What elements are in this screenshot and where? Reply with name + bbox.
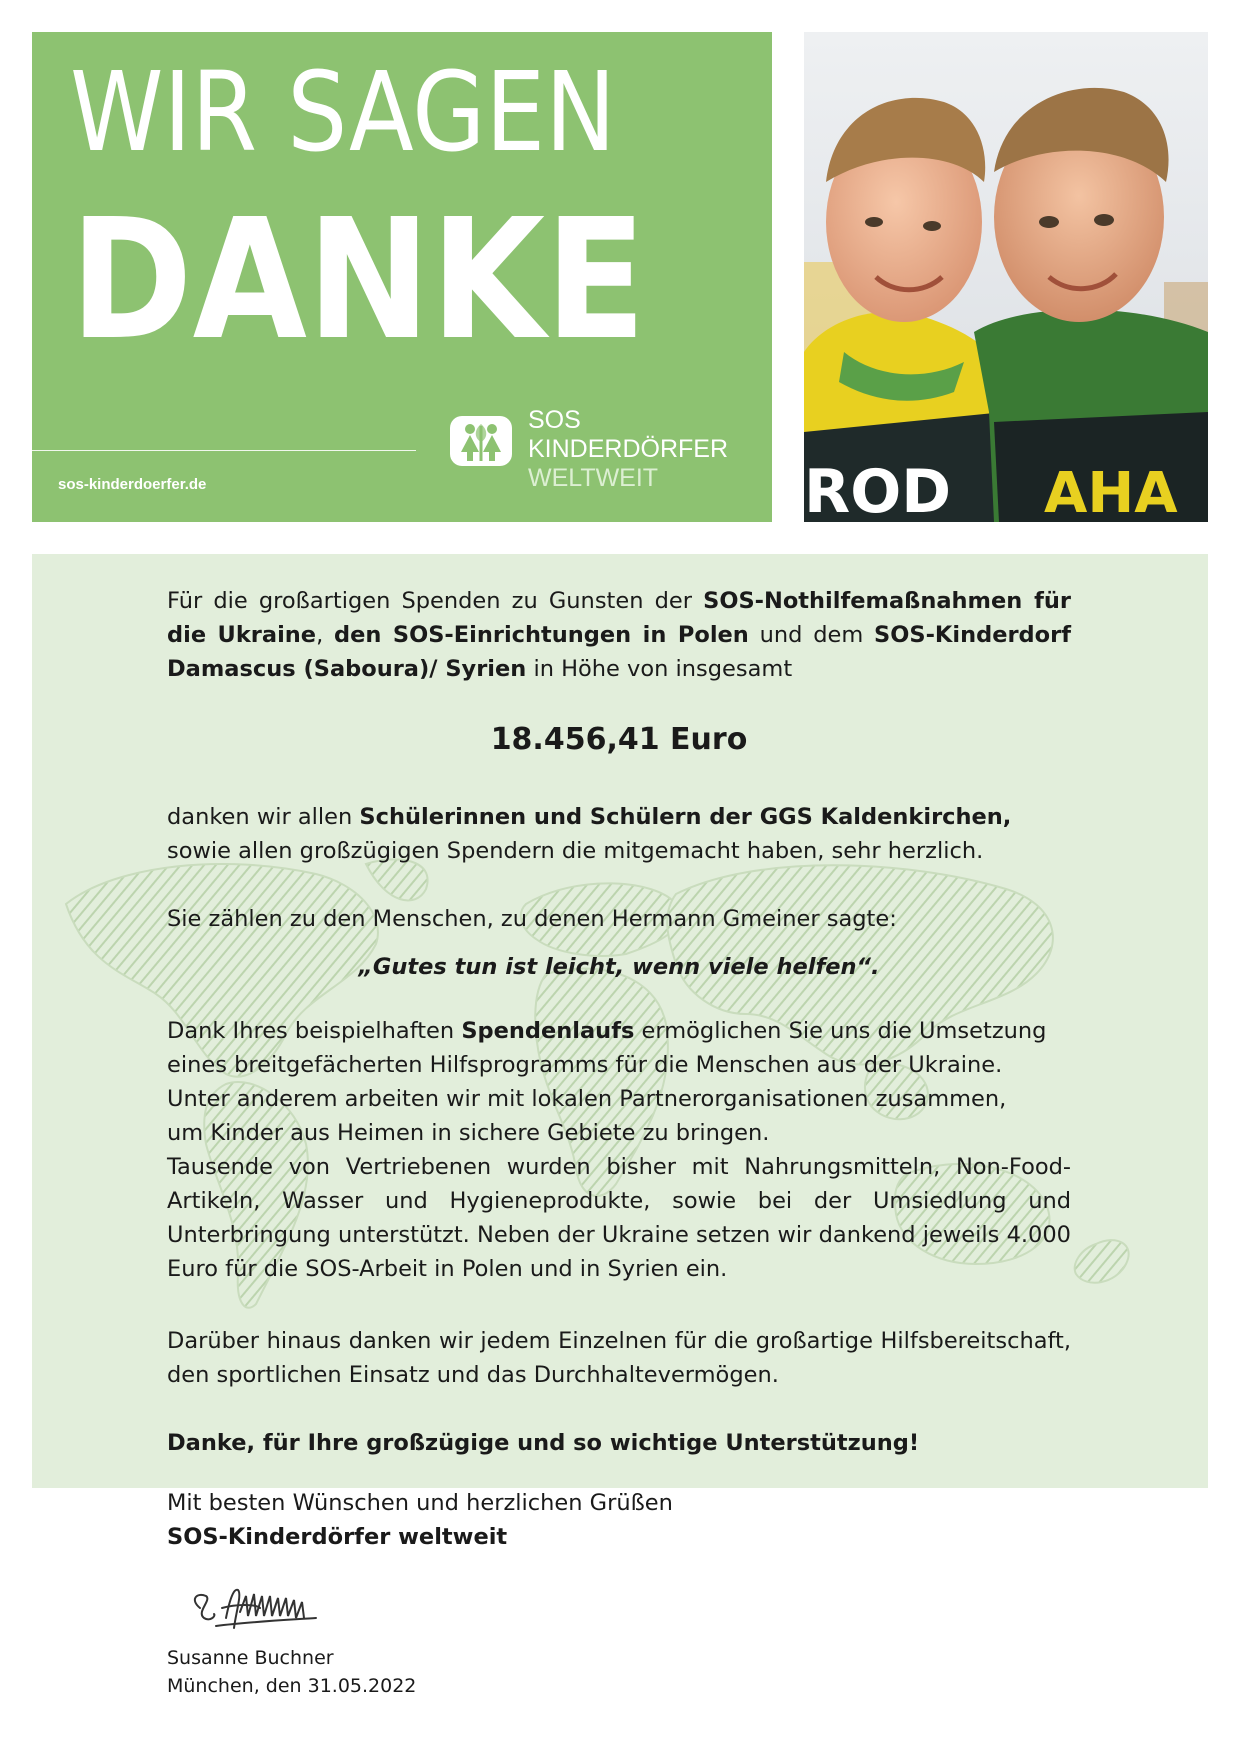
gmeiner-line: Sie zählen zu den Menschen, zu denen Hermann Gmeiner sagte: (167, 906, 897, 932)
program-rest: ermöglichen Sie uns die Umsetzung eines breitgefächerten Hilfsprogramms für die Menschen aus der Ukraine. (167, 1018, 1047, 1078)
thanks-paragraph (167, 800, 1071, 868)
darueber-paragraph: Darüber hinaus danken wir jedem Einzelnen für die großartige Hilfsbereitschaft, den sportlichen Einsatz und das Durchhaltevermögen. (167, 1328, 1071, 1388)
intro-seg-7: in Höhe von insgesamt (526, 656, 793, 682)
intro-seg-polen: den SOS-Einrichtungen in Polen (334, 622, 749, 648)
program-line3: Tausende von Vertriebenen wurden bisher mit Nahrungsmitteln, Non-Food-Artikeln, Wasser und Hygieneprodukte, sowie bei der Umsiedlung und Unterbringung unterstützt. Neben der Ukraine setzen wir dankend jeweils 4.000 Euro für die SOS-Arbeit in Polen und in Syrien ein. (167, 1154, 1071, 1282)
header-banner (32, 32, 772, 522)
gmeiner-quote: „Gutes tun ist leicht, wenn viele helfen“. (358, 954, 880, 980)
handwritten-signature (186, 1568, 336, 1638)
program-spendenlauf: Spendenlaufs (461, 1018, 635, 1044)
logo-line-sos: SOS (528, 406, 581, 434)
program-line2: Unter anderem arbeiten wir mit lokalen Partnerorganisationen zusammen, um Kinder aus Heimen in sichere Gebiete zu bringen. (167, 1086, 1007, 1146)
website-url: sos-kinderdoerfer.de (58, 476, 207, 493)
logo-line-kinderdoerfer: KINDERDÖRFER (528, 435, 729, 463)
intro-seg-syrien: SOS-Kinderdorf Damascus (Saboura)/ Syrien (167, 622, 1071, 682)
headline-wir-sagen: WIR SAGEN (70, 48, 616, 176)
intro-seg-3: , (316, 622, 335, 648)
sos-logo (450, 406, 760, 506)
thanks-school: Schülerinnen und Schülern der GGS Kaldenkirchen, (359, 804, 1012, 830)
signatory-block (167, 1644, 416, 1700)
logo-line-weltweit: WELTWEIT (528, 464, 659, 492)
program-prefix: Dank Ihres beispielhaften (167, 1018, 462, 1044)
thanks-prefix: danken wir allen (167, 804, 360, 830)
signatory-name: Susanne Buchner (167, 1647, 334, 1669)
closing-block (167, 1486, 673, 1554)
svg-text:AHA: AHA (1044, 461, 1178, 522)
intro-paragraph (167, 584, 1071, 686)
donation-amount: 18.456,41 Euro (490, 722, 748, 757)
danke-final: Danke, für Ihre großzügige und so wichtige Unterstützung! (167, 1430, 920, 1456)
headline-danke: DANKE (70, 184, 647, 377)
intro-seg-5: und dem (748, 622, 875, 648)
letter-panel (32, 554, 1208, 1488)
thanks-line2: sowie allen großzügigen Spendern die mitgemacht haben, sehr herzlich. (167, 838, 984, 864)
signatory-place-date: München, den 31.05.2022 (167, 1675, 417, 1697)
closing-greeting: Mit besten Wünschen und herzlichen Grüßen (167, 1490, 673, 1516)
sos-logo-text (528, 406, 728, 493)
header-divider (32, 450, 416, 451)
program-paragraph (167, 1014, 1071, 1286)
svg-text:ROD: ROD (804, 457, 952, 522)
children-photo (804, 32, 1208, 522)
intro-seg-ukraine: SOS-Nothilfemaßnahmen für die Ukraine (167, 588, 1071, 648)
sos-logo-icon (450, 416, 512, 466)
closing-org: SOS-Kinderdörfer weltweit (167, 1524, 508, 1550)
intro-seg-1: Für die großartigen Spenden zu Gunsten der (167, 588, 704, 614)
